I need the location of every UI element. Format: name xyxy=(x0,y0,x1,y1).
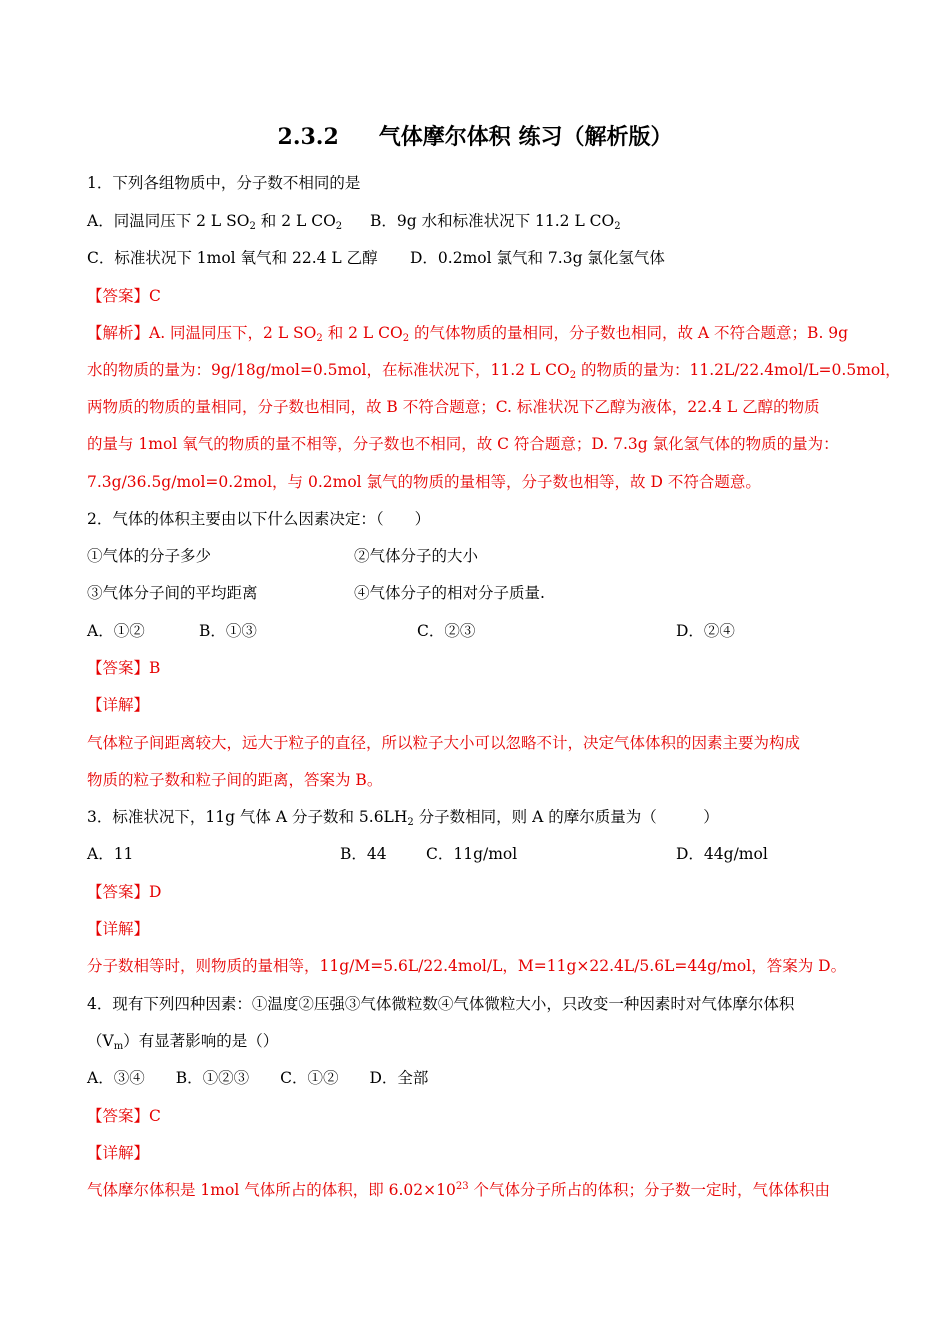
q2-factors-row-1 xyxy=(87,545,479,567)
q4-stem-line-1: 4．现有下列四种因素：①温度②压强③气体微粒数④气体微粒大小，只改变一种因素时对气体摩尔体积 xyxy=(87,995,795,1013)
title-text: 气体摩尔体积 练习（解析版） xyxy=(378,124,673,150)
q2-factor-1: ①气体的分子多少 xyxy=(87,547,212,565)
q1-analysis-line-5: 7.3g/36.5g/mol=0.2mol，与 0.2mol 氯气的物质的量相等，分子数也相等，故 D 不符合题意。 xyxy=(87,473,761,491)
q2-factor-4: ④气体分子的相对分子质量. xyxy=(354,584,545,602)
q3-option-a: A．11 xyxy=(87,845,134,863)
q3-option-b: B．44 xyxy=(340,845,387,863)
q4-explain: 气体摩尔体积是 1mol 气体所占的体积，即 $6.02\times 10^{23}$ 个气体分子所占的体积；分子数一定时，气体体积由 xyxy=(87,1181,831,1199)
q2-explain-line-1: 气体粒子间距离较大，远大于粒子的直径，所以粒子大小可以忽略不计，决定气体体积的因素主要为构成 xyxy=(87,734,801,752)
q2-factor-3: ③气体分子间的平均距离 xyxy=(87,584,258,602)
q1-option-d: D．0.2mol 氯气和 7.3g 氯化氢气体 xyxy=(410,249,665,267)
q1-option-c: C．标准状况下 1mol 氧气和 22.4 L 乙醇 xyxy=(87,249,378,267)
q2-factor-2: ②气体分子的大小 xyxy=(354,547,479,565)
q4-detail-heading: 【详解】 xyxy=(87,1144,150,1162)
q4-options: A．③④ B．①②③ C．①② D．全部 xyxy=(87,1069,429,1087)
q4-stem-line-2: $(V_m)$有显著影响的是（） xyxy=(87,1032,279,1052)
q2-option-a: A．①② xyxy=(87,622,145,640)
q3-option-d: D．44g/mol xyxy=(676,845,768,863)
q3-answer: 【答案】D xyxy=(87,883,162,901)
q1-analysis-line-1: 【解析】A. 同温同压下，2 L $SO_2$ 和 2 L $CO_2$ 的气体物质的量相同，分子数也相同，故 A 不符合题意；B. 9g xyxy=(87,324,849,344)
q2-explain-line-2: 物质的粒子数和粒子间的距离，答案为 B。 xyxy=(87,771,383,789)
section-number: 2.3.2 xyxy=(277,124,339,150)
q2-options xyxy=(87,620,735,642)
q2-stem: 2．气体的体积主要由以下什么因素决定：（ ） xyxy=(87,510,431,528)
q1-option-a: A．同温同压下 2 L $SO_2$ 和 2 L $CO_2$ xyxy=(87,212,343,232)
q2-option-b: B．①③ xyxy=(199,622,257,640)
q1-options-cd xyxy=(87,247,665,269)
q1-answer: 【答案】C xyxy=(87,287,161,305)
q1-options-ab xyxy=(87,210,621,232)
q1-analysis-line-4: 的量与 1mol 氧气的物质的量不相等，分子数也不相同，故 C 符合题意；D. 7.3g 氯化氢气体的物质的量为： xyxy=(87,435,839,453)
q1-option-b: B．9g 水和标准状况下 11.2 L $CO_2$ xyxy=(370,212,621,232)
q1-stem: 1．下列各组物质中，分子数不相同的是 xyxy=(87,174,361,192)
q2-detail-heading: 【详解】 xyxy=(87,696,150,714)
q3-detail-heading: 【详解】 xyxy=(87,920,150,938)
q3-stem: 3．标准状况下，11g 气体 A 分子数和 $5.6LH_2$ 分子数相同，则 A 的摩尔质量为（ ） xyxy=(87,808,719,828)
page-title xyxy=(0,122,950,152)
q2-option-d: D．②④ xyxy=(676,622,735,640)
q2-option-c: C．②③ xyxy=(417,622,476,640)
q3-explain: 分子数相等时，则物质的量相等，11g/M=5.6L/22.4mol/L，M=11g×22.4L/5.6L=44g/mol，答案为 D。 xyxy=(87,957,847,975)
q2-factors-row-2 xyxy=(87,582,545,604)
q1-analysis-line-3: 两物质的物质的量相同，分子数也相同，故 B 不符合题意；C. 标准状况下乙醇为液体，22.4 L 乙醇的物质 xyxy=(87,398,820,416)
q1-analysis-line-2: 水的物质的量为：9g/18g/mol=0.5mol，在标准状况下，11.2 L $CO_2$ 的物质的量为：11.2L/22.4mol/L=0.5mol， xyxy=(87,361,901,381)
q3-option-c: C．11g/mol xyxy=(426,845,518,863)
q4-answer: 【答案】C xyxy=(87,1107,161,1125)
q3-options xyxy=(87,843,768,865)
q2-answer: 【答案】B xyxy=(87,659,161,677)
